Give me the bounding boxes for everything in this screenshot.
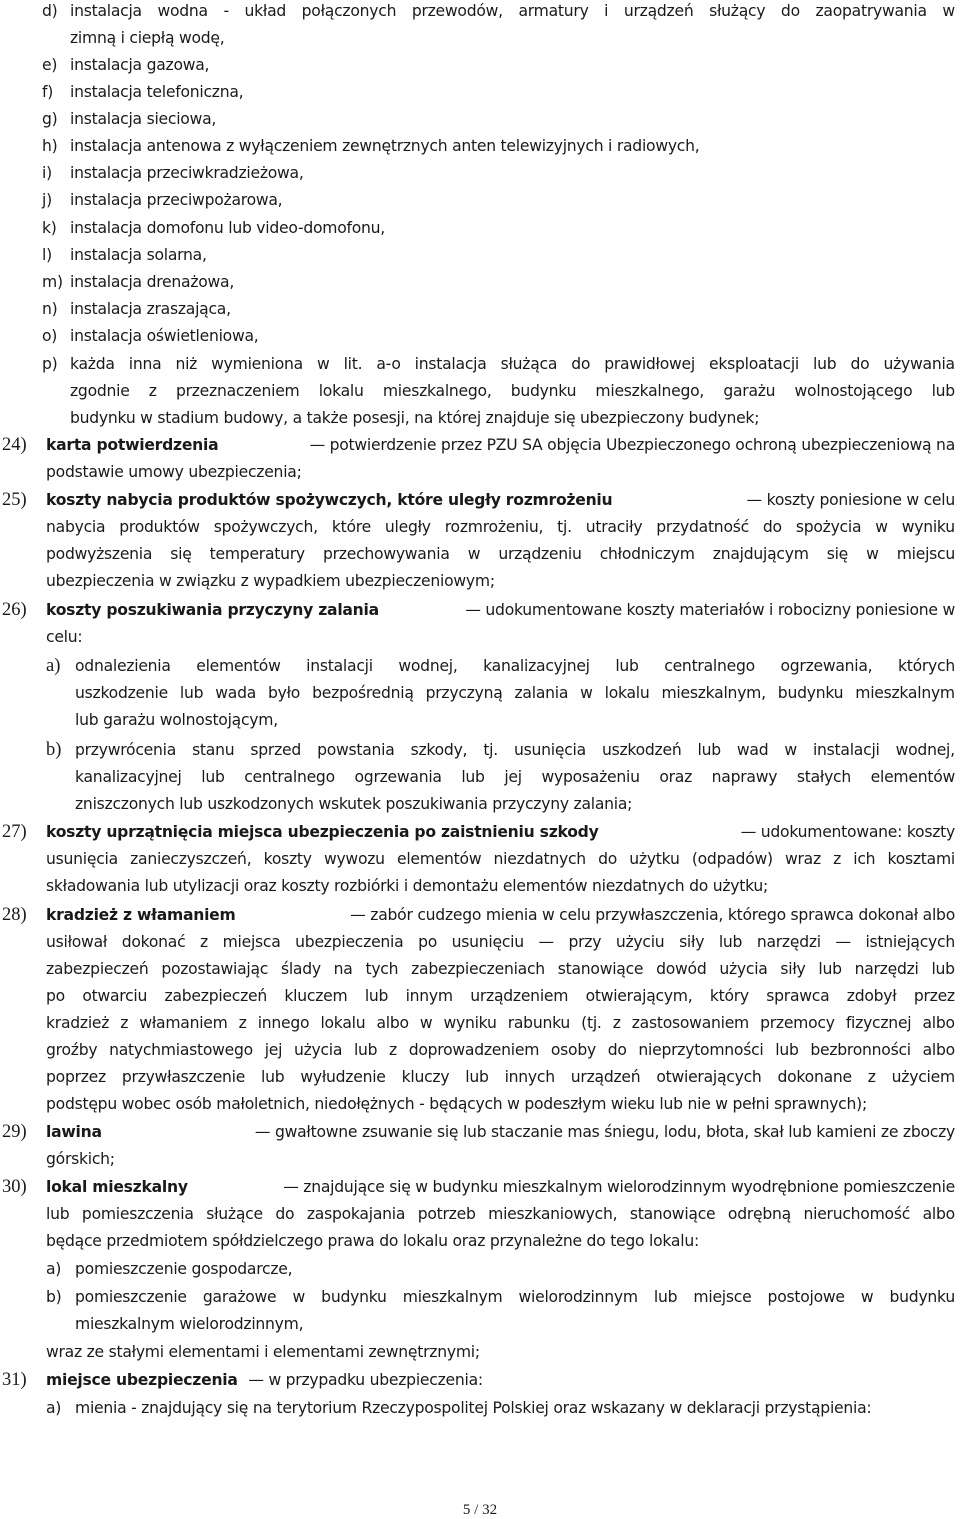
definition-30-cont: lub pomieszczenia służące do zaspokajania potrzeb mieszkaniowych, stanowiące odrębną nieruchomość albo: [46, 1205, 955, 1223]
definition-30-cont: będące przedmiotem spółdzielczego prawa do lokalu oraz przynależne do tego lokalu:: [46, 1232, 699, 1250]
definition-number: 25): [2, 490, 27, 510]
definition-26-b-cont: kanalizacyjnej lub centralnego ogrzewania lub jej wyposażeniu oraz naprawy stałych elementów: [75, 768, 955, 786]
definition-25-cont: ubezpieczenia w związku z wypadkiem ubezpieczeniowym;: [46, 572, 495, 590]
list-item-p-cont: zgodnie z przeznaczeniem lokalu mieszkalnego, budynku mieszkalnego, garażu wolnostojącego lub: [70, 382, 955, 400]
definition-26-cont: celu:: [46, 628, 83, 646]
definition-term: karta potwierdzenia: [46, 436, 219, 454]
definition-number: 26): [2, 600, 27, 620]
list-item: instalacja sieciowa,: [70, 110, 217, 128]
definition-number: 30): [2, 1177, 27, 1197]
list-item: instalacja drenażowa,: [70, 273, 235, 291]
list-item: instalacja oświetleniowa,: [70, 327, 259, 345]
definition-28: [46, 905, 955, 925]
definition-30-tail: wraz ze stałymi elementami i elementami zewnętrznymi;: [46, 1343, 480, 1361]
definition-30-a: pomieszczenie gospodarcze,: [75, 1260, 293, 1278]
sub-letter: a): [46, 1399, 62, 1417]
definition-term: miejsce ubezpieczenia: [46, 1371, 238, 1389]
definition-26-b-cont: zniszczonych lub uszkodzonych wskutek poszukiwania przyczyny zalania;: [75, 795, 633, 813]
list-item: instalacja domofonu lub video-domofonu,: [70, 219, 385, 237]
definition-text: — znajdujące się w budynku mieszkalnym wielorodzinnym wyodrębnione pomieszczenie: [283, 1178, 955, 1196]
definition-term: lokal mieszkalny: [46, 1178, 188, 1196]
definition-number: 24): [2, 435, 27, 455]
definition-30: [46, 1177, 955, 1197]
list-letter: l): [42, 246, 52, 264]
definition-term: koszty nabycia produktów spożywczych, które uległy rozmrożeniu: [46, 491, 613, 509]
definition-26-a-cont: lub garażu wolnostojącym,: [75, 711, 278, 729]
list-item: instalacja przeciwkradzieżowa,: [70, 164, 304, 182]
sub-letter: a): [46, 1260, 62, 1278]
definition-30-b: pomieszczenie garażowe w budynku mieszkalnym wielorodzinnym lub miejsce postojowe w budynku: [75, 1288, 955, 1306]
list-item: instalacja przeciwpożarowa,: [70, 191, 283, 209]
list-letter: g): [42, 110, 58, 128]
definition-text: — gwałtowne zsuwanie się lub staczanie mas śniegu, lodu, błota, skał lub kamieni ze zboczy: [254, 1123, 955, 1141]
definition-text: — udokumentowane koszty materiałów i robocizny poniesione w: [465, 601, 955, 619]
definition-28-cont: kradzież z włamaniem z innego lokalu albo w wyniku rabunku (tj. z zastosowaniem przemocy fizycznej albo: [46, 1014, 955, 1032]
definition-28-cont: po otwarciu zabezpieczeń kluczem lub innym urządzeniem otwierającym, który sprawca zdobył przez: [46, 987, 955, 1005]
definition-28-cont: podstępu wobec osób małoletnich, niedołężnych - będących w podeszłym wieku lub nie w pełni sprawnych);: [46, 1095, 867, 1113]
list-item-d-cont: zimną i ciepłą wodę,: [70, 29, 225, 47]
list-item-p: każda inna niż wymieniona w lit. a-o instalacja służąca do prawidłowej eksploatacji lub do używania: [70, 355, 955, 373]
definition-text: — potwierdzenie przez PZU SA objęcia Ubezpieczonego ochroną ubezpieczeniową na: [309, 436, 955, 454]
page-number: 5 / 32: [462, 1502, 498, 1518]
list-letter: e): [42, 56, 58, 74]
definition-28-cont: usiłował dokonać z miejsca ubezpieczenia po usunięciu — przy użyciu siły lub narzędzi — istniejących: [46, 933, 955, 951]
definition-27-cont: składowania lub utylizacji oraz koszty rozbiórki i demontażu elementów niezdatnych do użytku;: [46, 877, 769, 895]
definition-number: 28): [2, 905, 27, 925]
definition-term: kradzież z włamaniem: [46, 906, 236, 924]
definition-27-cont: usunięcia zanieczyszczeń, koszty wywozu elementów niezdatnych do użytku (odpadów) wraz z ich kosztami: [46, 850, 955, 868]
definition-text: — w przypadku ubezpieczenia:: [248, 1371, 483, 1389]
list-letter: j): [42, 191, 52, 209]
definition-term: lawina: [46, 1123, 102, 1141]
list-letter: k): [42, 219, 57, 237]
sub-letter: b): [46, 740, 62, 760]
definition-number: 31): [2, 1370, 27, 1390]
list-letter: n): [42, 300, 58, 318]
definition-31: [46, 1370, 483, 1390]
list-letter: p): [42, 355, 58, 373]
definition-text: — zabór cudzego mienia w celu przywłaszczenia, którego sprawca dokonał albo: [350, 906, 955, 924]
definition-26: [46, 600, 955, 620]
definition-25-cont: nabycia produktów spożywczych, które uległy rozmrożeniu, tj. utraciły przydatność do spożycia w wyniku: [46, 518, 955, 536]
list-item: instalacja gazowa,: [70, 56, 210, 74]
sub-letter: a): [46, 656, 61, 676]
list-item-d: instalacja wodna - układ połączonych przewodów, armatury i urządzeń służący do zaopatrywania w: [70, 2, 955, 20]
definition-26-b: przywrócenia stanu sprzed powstania szkody, tj. usunięcia uszkodzeń lub wad w instalacji wodnej,: [75, 741, 955, 759]
list-letter: o): [42, 327, 58, 345]
definition-29-cont: górskich;: [46, 1150, 115, 1168]
definition-25-cont: podwyższenia się temperatury przechowywania w urządzeniu chłodniczym znajdującym się w miejscu: [46, 545, 955, 563]
definition-27: [46, 822, 955, 842]
list-letter: h): [42, 137, 58, 155]
list-item-p-cont: budynku w stadium budowy, a także posesji, na której znajduje się ubezpieczony budynek;: [70, 409, 760, 427]
definition-24-cont: podstawie umowy ubezpieczenia;: [46, 463, 302, 481]
sub-letter: b): [46, 1288, 62, 1306]
definition-28-cont: poprzez przywłaszczenie lub wyłudzenie kluczy lub innych urządzeń otwierających dokonane z użyciem: [46, 1068, 955, 1086]
definition-30-b-cont: mieszkalnym wielorodzinnym,: [75, 1315, 304, 1333]
list-letter: i): [42, 164, 52, 182]
definition-29: [46, 1122, 955, 1142]
list-item: instalacja solarna,: [70, 246, 207, 264]
definition-24: [46, 435, 955, 455]
definition-25: [46, 490, 955, 510]
list-item: instalacja telefoniczna,: [70, 83, 244, 101]
definition-term: koszty uprzątnięcia miejsca ubezpieczenia po zaistnieniu szkody: [46, 823, 599, 841]
list-letter: f): [42, 83, 54, 101]
list-letter: m): [42, 273, 63, 291]
definition-26-a-cont: uszkodzenie lub wada było bezpośrednią przyczyną zalania w lokalu mieszkalnym, budynku mieszkalnym: [75, 684, 955, 702]
definition-26-a: odnalezienia elementów instalacji wodnej, kanalizacyjnej lub centralnego ogrzewania, których: [75, 657, 955, 675]
list-item: instalacja zraszająca,: [70, 300, 231, 318]
definition-text: — koszty poniesione w celu: [746, 491, 955, 509]
definition-28-cont: groźby natychmiastowego jej użycia lub z doprowadzeniem osoby do nieprzytomności lub bezbronności albo: [46, 1041, 955, 1059]
definition-term: koszty poszukiwania przyczyny zalania: [46, 601, 379, 619]
list-item: instalacja antenowa z wyłączeniem zewnętrznych anten telewizyjnych i radiowych,: [70, 137, 700, 155]
definition-number: 27): [2, 822, 27, 842]
definition-text: — udokumentowane: koszty: [740, 823, 955, 841]
definition-number: 29): [2, 1122, 27, 1142]
definition-28-cont: zabezpieczeń pozostawiając ślady na tych zabezpieczeniach stanowiące dowód użycia siły lub narzędzi lub: [46, 960, 955, 978]
list-letter: d): [42, 2, 58, 20]
definition-31-a: mienia - znajdujący się na terytorium Rzeczypospolitej Polskiej oraz wskazany w deklaracji przystąpienia:: [75, 1399, 872, 1417]
